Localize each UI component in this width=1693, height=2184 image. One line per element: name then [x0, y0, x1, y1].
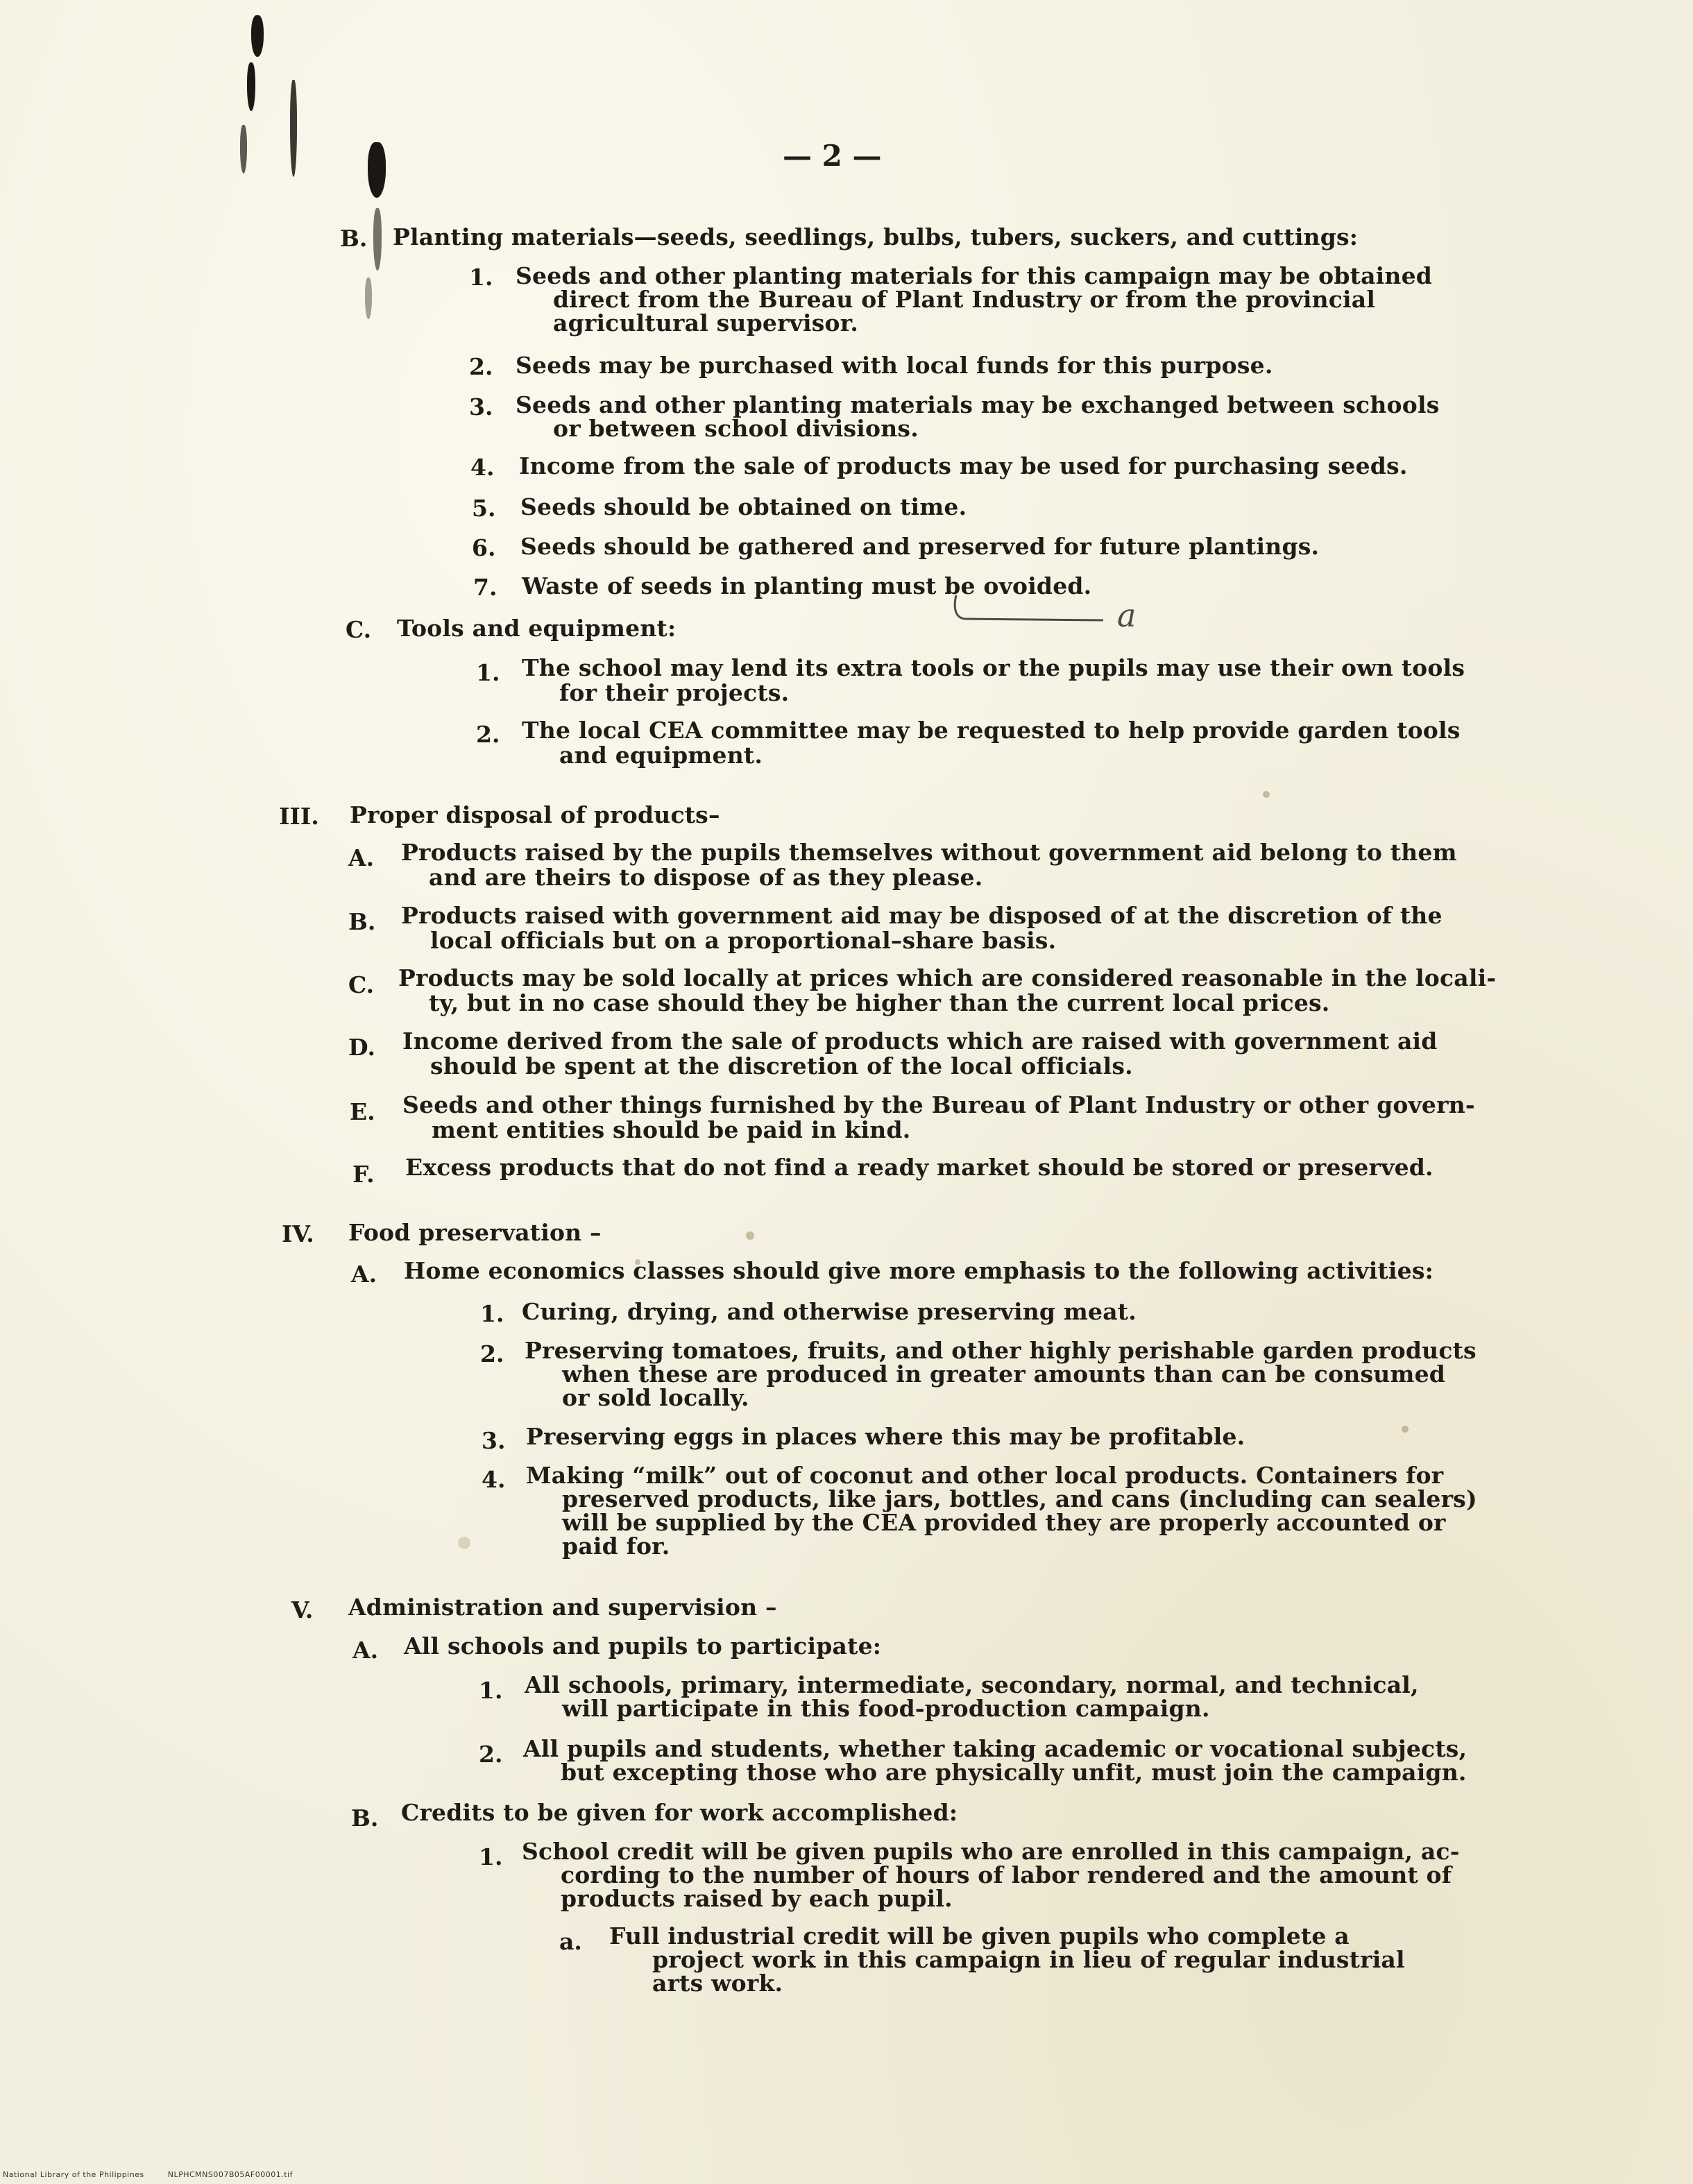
item-letter: A.	[348, 844, 375, 871]
item-number: 4.	[470, 454, 495, 481]
item-text: Full industrial credit will be given pupils who complete a	[609, 1922, 1350, 1950]
ink-blot	[247, 62, 255, 111]
item-text: direct from the Bureau of Plant Industry or from the provincial	[553, 286, 1376, 313]
item-text: Seeds and other planting materials may be exchanged between schools	[516, 391, 1440, 418]
item-text: preserved products, like jars, bottles, and cans (including can sealers)	[562, 1485, 1477, 1512]
footer-library: National Library of the Philippines	[3, 2170, 144, 2179]
item-number: 2.	[479, 1741, 503, 1768]
item-number: 2.	[469, 353, 493, 380]
item-letter: A.	[351, 1261, 377, 1288]
item-number: 1.	[476, 659, 500, 686]
paper-stain	[1402, 1426, 1409, 1433]
item-text: Curing, drying, and otherwise preserving meat.	[522, 1298, 1137, 1325]
item-letter: E.	[350, 1098, 375, 1125]
item-text: or between school divisions.	[553, 415, 919, 442]
item-letter: D.	[348, 1034, 375, 1061]
ink-blot	[290, 80, 297, 177]
item-text: ty, but in no case should they be higher than the current local prices.	[429, 989, 1330, 1016]
item-text: Products may be sold locally at prices which are considered reasonable in the locali-	[398, 964, 1497, 991]
item-text: and equipment.	[559, 742, 763, 769]
item-text: local officials but on a proportional–share basis.	[430, 927, 1057, 954]
item-text: All pupils and students, whether taking academic or vocational subjects,	[523, 1735, 1467, 1762]
item-letter: a.	[559, 1928, 582, 1955]
item-letter: A.	[352, 1637, 379, 1664]
item-number: 7.	[473, 574, 497, 601]
section-roman: V.	[291, 1596, 314, 1623]
section-roman: IV.	[282, 1220, 314, 1247]
item-text: All schools, primary, intermediate, secondary, normal, and technical,	[525, 1671, 1419, 1698]
item-number: 3.	[482, 1427, 506, 1454]
item-text: will participate in this food-production campaign.	[562, 1695, 1210, 1722]
handwritten-note: a	[1117, 597, 1137, 634]
item-text: when these are produced in greater amounts than can be consumed	[562, 1360, 1446, 1388]
scan-footer	[3, 2170, 314, 2179]
item-number: 1.	[469, 264, 493, 291]
item-text: Seeds should be gathered and preserved for future plantings.	[520, 533, 1320, 560]
section-heading: Proper disposal of products–	[350, 801, 720, 828]
item-text: Waste of seeds in planting must be ovoided.	[522, 572, 1092, 599]
item-text: Products raised with government aid may be disposed of at the discretion of the	[401, 902, 1443, 929]
ink-blot	[368, 142, 386, 198]
subsection-heading: Home economics classes should give more emphasis to the following activities:	[404, 1257, 1433, 1284]
item-text: The school may lend its extra tools or the pupils may use their own tools	[522, 654, 1465, 681]
item-text: Seeds and other planting materials for this campaign may be obtained	[516, 262, 1433, 289]
item-text: products raised by each pupil.	[561, 1885, 953, 1912]
subsection-heading: All schools and pupils to participate:	[404, 1632, 882, 1660]
item-letter: B.	[351, 1805, 379, 1832]
item-number: 1.	[479, 1843, 503, 1870]
item-text: Preserving eggs in places where this may be profitable.	[526, 1423, 1245, 1450]
item-text: will be supplied by the CEA provided they are properly accounted or	[562, 1509, 1446, 1536]
handwritten-mark	[951, 590, 1173, 638]
item-text: The local CEA committee may be requested to help provide garden tools	[522, 717, 1461, 744]
item-text: but excepting those who are physically unfit, must join the campaign.	[561, 1759, 1467, 1786]
item-text: arts work.	[652, 1970, 783, 1997]
item-letter: C.	[348, 971, 375, 998]
paper-stain	[746, 1231, 754, 1240]
item-text: Seeds should be obtained on time.	[520, 493, 967, 520]
ink-blot	[251, 15, 264, 57]
item-text: ment entities should be paid in kind.	[432, 1116, 911, 1143]
footer-filename: NLPHCMNS007B05AF00001.tif	[167, 2170, 293, 2179]
item-text: cording to the number of hours of labor rendered and the amount of	[561, 1861, 1452, 1888]
item-text: for their projects.	[559, 679, 790, 706]
section-letter: C.	[346, 616, 372, 643]
item-number: 5.	[472, 495, 496, 522]
ink-blot	[373, 208, 382, 271]
item-text: project work in this campaign in lieu of regular industrial	[652, 1946, 1405, 1973]
page-number: — 2 —	[783, 139, 882, 173]
item-number: 1.	[480, 1300, 504, 1327]
item-text: Seeds and other things furnished by the Bureau of Plant Industry or other govern-	[402, 1091, 1475, 1118]
paper-stain	[458, 1537, 470, 1549]
item-text: Preserving tomatoes, fruits, and other highly perishable garden products	[525, 1337, 1477, 1364]
item-text: or sold locally.	[562, 1384, 749, 1411]
section-heading: Tools and equipment:	[397, 615, 677, 642]
item-text: Making “milk” out of coconut and other local products. Containers for	[526, 1462, 1444, 1489]
item-text: paid for.	[562, 1533, 670, 1560]
item-letter: B.	[348, 908, 376, 935]
item-text: and are theirs to dispose of as they please.	[429, 864, 983, 891]
section-letter: B.	[340, 225, 368, 252]
section-heading: Food preservation –	[348, 1219, 602, 1246]
item-number: 2.	[476, 721, 500, 748]
item-text: agricultural supervisor.	[553, 309, 859, 336]
item-number: 4.	[482, 1466, 506, 1493]
item-text: Seeds may be purchased with local funds for this purpose.	[516, 352, 1273, 379]
section-roman: III.	[279, 803, 319, 830]
section-heading: Planting materials—seeds, seedlings, bulbs, tubers, suckers, and cuttings:	[393, 223, 1359, 250]
item-text: Income derived from the sale of products which are raised with government aid	[402, 1027, 1438, 1055]
item-number: 6.	[472, 534, 496, 561]
paper-stain	[1263, 791, 1270, 798]
ink-blot	[365, 278, 372, 319]
ink-blot	[240, 125, 247, 173]
section-heading: Administration and supervision –	[348, 1594, 777, 1621]
item-text: School credit will be given pupils who are enrolled in this campaign, ac-	[522, 1838, 1460, 1865]
item-letter: F.	[352, 1161, 375, 1188]
item-text: Excess products that do not find a ready market should be stored or preserved.	[405, 1154, 1433, 1181]
item-number: 2.	[480, 1340, 504, 1367]
item-number: 3.	[469, 393, 493, 420]
item-text: Income from the sale of products may be used for purchasing seeds.	[519, 452, 1408, 479]
item-text: Products raised by the pupils themselves without government aid belong to them	[401, 839, 1457, 866]
item-text: should be spent at the discretion of the local officials.	[430, 1052, 1133, 1080]
item-number: 1.	[479, 1677, 503, 1704]
subsection-heading: Credits to be given for work accomplished:	[401, 1799, 958, 1826]
